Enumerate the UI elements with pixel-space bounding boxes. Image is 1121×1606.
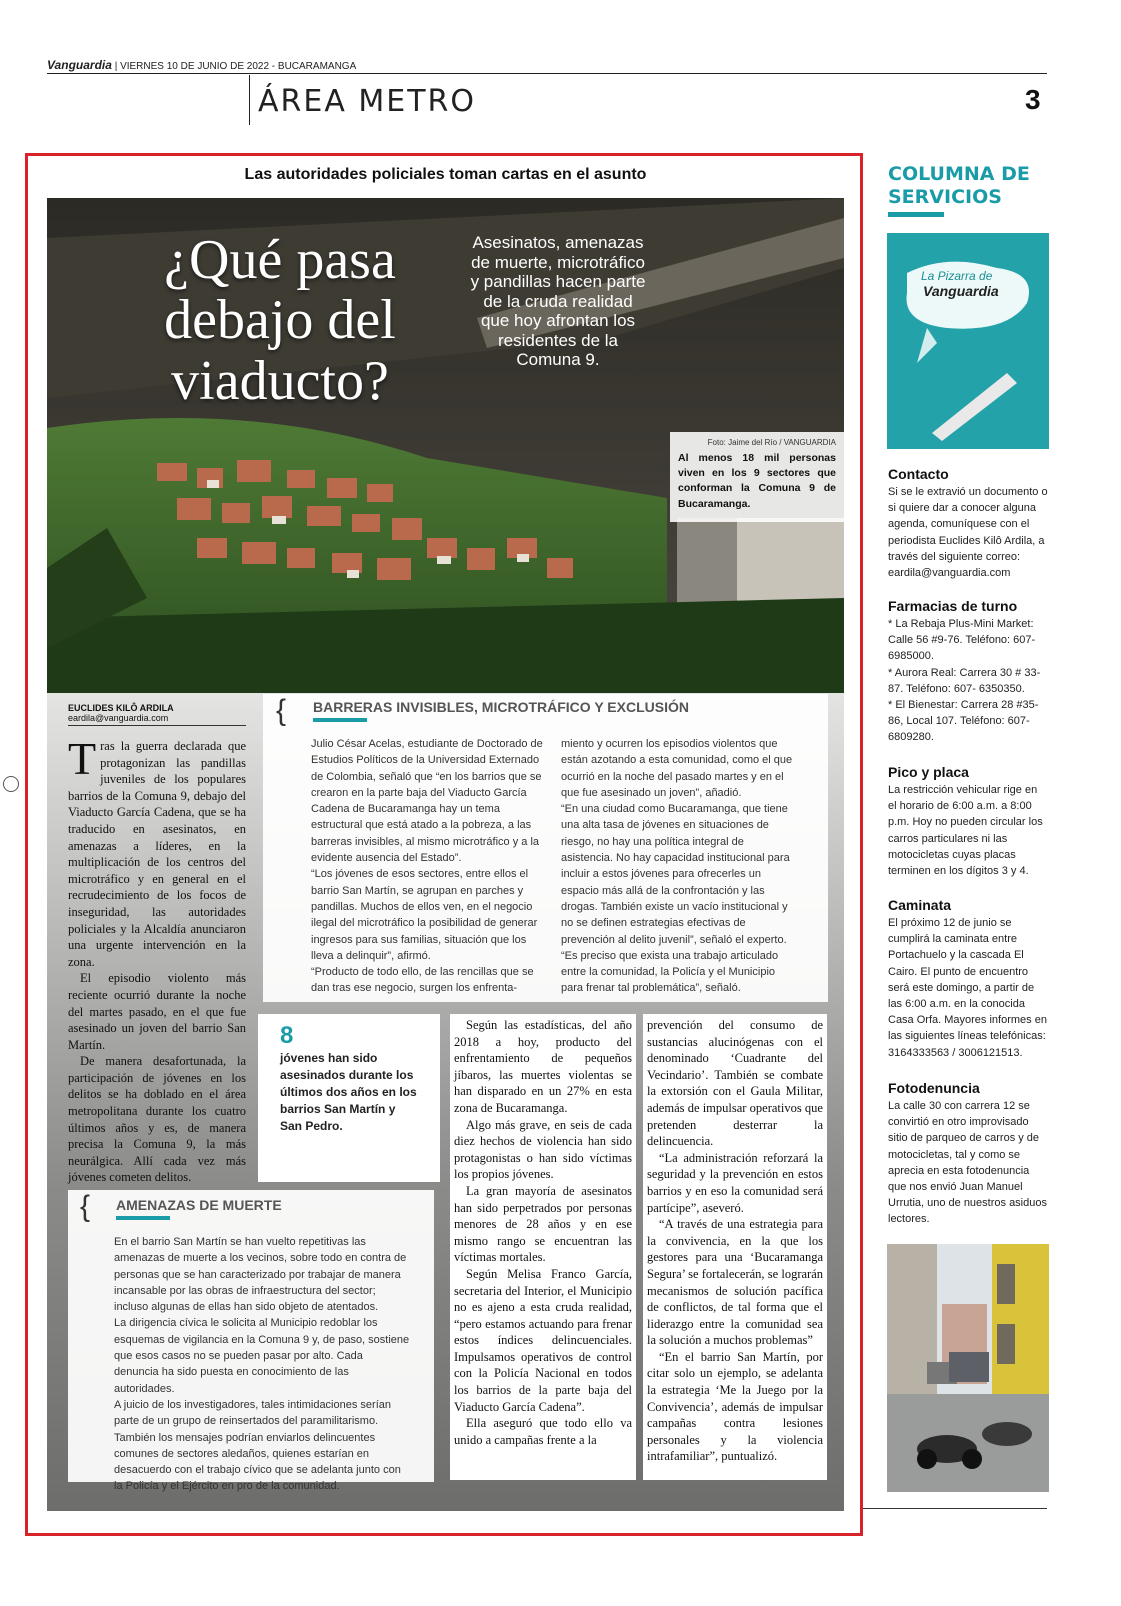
section-divider xyxy=(249,75,250,125)
sidebar-title-line: SERVICIOS xyxy=(888,186,1002,208)
article-kicker: Las autoridades policiales toman cartas en el asunto xyxy=(244,166,647,183)
contacto-title: Contacto xyxy=(888,466,949,482)
stat-number: 8 xyxy=(280,1022,294,1049)
photo-credit: Foto: Jaime del Río / VANGUARDIA xyxy=(707,438,836,447)
subheadline: Asesinatos, amenazas de muerte, microtráfico y pandillas hacen parte de la cruda realidad que hoy afrontan los residentes de la Comuna 9. xyxy=(470,233,646,370)
paragraph: miento y ocurren los episodios violentos que están azotando a esta comunidad, como el que ocurrió en la noche del pasado martes y en el que fue asesinado un joven”, añadió. xyxy=(561,738,793,799)
masthead-rule xyxy=(47,73,1047,74)
article-column-1 xyxy=(68,733,246,1186)
date-line: | VIERNES 10 DE JUNIO DE 2022 - BUCARAMANGA xyxy=(114,61,357,72)
author-name: EUCLIDES KILÔ ARDILA xyxy=(68,703,174,713)
paragraph: “Es preciso que exista una trabajo articulado entre la comunidad, la Policía y el Municipio para frenar tal problemática”, señaló. xyxy=(561,949,779,995)
accent-bar xyxy=(116,1216,170,1220)
barreras-box xyxy=(263,694,828,1002)
byline xyxy=(68,703,246,726)
pizarra-label: La Pizarra de xyxy=(921,269,993,283)
page-number: 3 xyxy=(1025,84,1041,115)
barreras-heading xyxy=(313,699,689,722)
brace-icon: { xyxy=(276,694,287,727)
paragraph: De manera desafortunada, la participación de jóvenes en los delitos se ha doblado en el área metropolitana durante los cuatro últimos años y es, de manera precisa la Comuna 9, la más neurálgica. Allí cada vez más jóvenes cometen delitos. xyxy=(68,1054,246,1185)
farmacias-title: Farmacias de turno xyxy=(888,598,1018,614)
article-column-3 xyxy=(450,1014,636,1480)
accent-bar xyxy=(313,718,367,722)
paragraph: En el barrio San Martín se han vuelto repetitivas las amenazas de muerte a los vecinos, sobre todo en contra de personas que se han caracterizado por trabajar de manera incansable por las obras de infraestructura del sector; incluso algunas de ellas han sido objeto de atentados. xyxy=(114,1236,407,1314)
stat-text: jóvenes han sido asesinados durante los últimos dos años en los barrios San Martín y San Pedro. xyxy=(280,1051,417,1133)
registration-mark-icon xyxy=(3,776,19,792)
farmacia-item: * La Rebaja Plus-Mini Market: Calle 56 #9-76. Teléfono: 607-6985000. xyxy=(888,618,1036,663)
headline: ¿Qué pasa debajo del viaducto? xyxy=(164,229,396,412)
paragraph: Según Melisa Franco García, secretaria del Interior, el Municipio no es ajeno a esta cruda realidad, “pero estamos actuando para frenar estos índices delincuenciales. Impulsamos operativos de control con la Policía Nacional en todos los barrios de la parte baja del Viaducto García Cadena”. xyxy=(454,1266,632,1414)
sidebar-bottom-rule xyxy=(863,1508,1047,1509)
accent-bar xyxy=(888,212,944,217)
paragraph: “Los jóvenes de esos sectores, entre ellos el barrio San Martín, se agrupan en parches y pandillas. Muchos de ellos ven, en el negocio ilegal del microtráfico la posibilidad de generar ingresos para sus familias, situación que los lleva a delinquir”, afirmó. xyxy=(311,868,538,962)
paragraph: “En el barrio San Martín, por citar solo un ejemplo, se adelanta la estrategia ‘Me la Juego por la Convivencia’, además de impulsar campañas contra lesiones personales y la violencia intrafamiliar”, puntualizó. xyxy=(647,1349,823,1464)
pico-text: La restricción vehicular rige en el horario de 6:00 a.m. a 8:00 p.m. Hoy no pueden circular los carros particulares ni las motocicletas cuyas placas terminen en los dígitos 3 y 4. xyxy=(888,784,1043,878)
fotodenuncia-text: La calle 30 con carrera 12 se convirtió en otro improvisado sitio de parqueo de carros y de motocicletas, tal y como se aprecia en esta fotodenuncia que nos envió Juan Manuel Urrutia, uno de nuestros asiduos lectores. xyxy=(888,1100,1047,1226)
paragraph: El episodio violento más reciente ocurrió durante la noche del martes pasado, en el que fue asesinado un joven del barrio San Martín. xyxy=(68,971,246,1052)
paragraph: La dirigencia cívica le solicita al Municipio redoblar los esquemas de vigilancia en la Comuna 9 y, de paso, sostiene que esos casos no se pueden pasar por alto. Cada denuncia ha sido puesta en conocimiento de las autoridades. xyxy=(114,1317,410,1395)
paragraph: Según las estadísticas, del año 2018 a hoy, producto del enfrentamiento de pequeños jíbaros, las muertes violentas se han disparado en un 27% en esta zona de Bucaramanga. xyxy=(454,1018,632,1115)
paragraph: “A través de una estrategia para la convivencia, en la que los gestores para una ‘Bucaramanga Segura’ se fortalecerán, se lograrán mecanismos de solución pacífica de conflictos, de tal forma que el liderazgo entre la comunidad sea la solución a muchos problemas” xyxy=(647,1217,823,1348)
photo-caption: Al menos 18 mil personas viven en los 9 sectores que conforman la Comuna 9 de Bucaramanga. xyxy=(678,452,836,510)
brace-icon: { xyxy=(80,1190,91,1223)
paragraph xyxy=(68,733,246,970)
caminata-title: Caminata xyxy=(888,897,952,913)
sidebar-title-line: COLUMNA DE xyxy=(888,163,1030,185)
pico-title: Pico y placa xyxy=(888,764,969,780)
amenazas-box xyxy=(68,1190,434,1493)
fotodenuncia-block xyxy=(888,1080,1048,1228)
drop-cap: T xyxy=(68,733,97,784)
paragraph: Algo más grave, en seis de cada diez hechos de violencia han sido protagonistas o han sido víctimas los propios jóvenes. xyxy=(454,1117,632,1182)
author-email: eardila@vanguardia.com xyxy=(68,713,169,723)
brand-logo: Vanguardia xyxy=(47,58,112,72)
barreras-col-right xyxy=(561,736,797,997)
farmacia-item: * Aurora Real: Carrera 30 # 33-87. Teléfono: 607- 6350350. xyxy=(888,666,1041,695)
paragraph: “Producto de todo ello, de las rencillas que se dan tras ese negocio, surgen los enfrenta- xyxy=(311,966,534,995)
stat-box xyxy=(258,1014,440,1182)
contacto-text: Si se le extravió un documento o si quiere dar a conocer alguna agenda, comuníquese con el periodista Euclides Kilô Ardila, a través del siguiente correo: eardila@vanguardia.com xyxy=(888,486,1048,580)
caminata-text: El próximo 12 de junio se cumplirá la caminata entre Portachuelo y la cascada El Cairo. El punto de encuentro será este domingo, a partir de las 6:00 a.m. en la conocida Casa Orfa. Mayores informes en las siguientes líneas telefónicas: 3164333563 / 3006121513. xyxy=(888,917,1047,1059)
barreras-col-left xyxy=(311,736,551,997)
fotodenuncia-photo xyxy=(887,1244,1049,1492)
amenazas-text xyxy=(114,1234,410,1495)
pico-block xyxy=(888,764,1048,879)
pizarra-brand: Vanguardia xyxy=(923,283,999,299)
article-column-4 xyxy=(643,1014,827,1480)
sidebar-title xyxy=(888,163,1030,209)
amenazas-heading xyxy=(116,1197,282,1220)
chalkboard-illustration xyxy=(887,233,1049,449)
amenazas-title: AMENAZAS DE MUERTE xyxy=(116,1197,282,1213)
caminata-block xyxy=(888,897,1048,1061)
masthead xyxy=(47,58,356,72)
paragraph: A juicio de los investigadores, tales intimidaciones serían parte de un grupo de reinsertados del paramilitarismo. xyxy=(114,1398,391,1428)
contacto-block xyxy=(888,466,1048,581)
fotodenuncia-title: Fotodenuncia xyxy=(888,1080,980,1096)
farmacias-block xyxy=(888,598,1048,746)
paragraph: “La administración reforzará la seguridad y la prevención en estos barrios y en eso la comunidad será partícipe”, aseveró. xyxy=(647,1150,823,1215)
paragraph: También los mensajes podrían enviarlos delincuentes comunes de sectores aledaños, quienes estarían en desacuerdo con el trabajo cívico que se adelanta junto con la Policía y el Ejército en pro de la comunidad. xyxy=(114,1431,401,1493)
paragraph: Ella aseguró que todo ello va unido a campañas frente a la xyxy=(454,1416,632,1447)
paragraph: prevención del consumo de sustancias alucinógenas con el denominado ‘Cuadrante del Vecindario’. También se combate la extorsión con el Gaula Militar, además de impulsar operativos que pretenden desterrar la delincuencia. xyxy=(647,1018,823,1149)
paragraph: “En una ciudad como Bucaramanga, que tiene una alta tasa de jóvenes en situaciones de riesgo, no hay una política integral de asistencia. No hay capacidad institucional para incluir a estos jóvenes para ofrecerles un espacio más allá de la confrontación y las drogas. También existe un vacío institucional y no se definen estrategias efectivas de prevención al delito juvenil”, señaló el experto. xyxy=(561,803,790,946)
street-photo-illustration xyxy=(887,1244,1049,1492)
farmacia-item: * El Bienestar: Carrera 28 #35-86, Local 107. Teléfono: 607-6809280. xyxy=(888,699,1039,744)
barreras-title: BARRERAS INVISIBLES, MICROTRÁFICO Y EXCLUSIÓN xyxy=(313,699,689,715)
paragraph: Julio César Acelas, estudiante de Doctorado de Estudios Políticos de la Universidad Externado de Colombia, señaló que “en los barrios que se crearon en la parte baja del Viaducto García Cadena de Bucaramanga hay un tema estructural que está atado a la pobreza, a las barreras invisibles, al mismo microtráfico y a la evidente ausencia del Estado”. xyxy=(311,738,543,865)
section-title: ÁREA METRO xyxy=(258,84,477,119)
pizarra-graphic xyxy=(887,233,1049,449)
lead-text: ras la guerra declarada que protagonizan las pandillas juveniles de los populares barrios de la Comuna 9, debajo del Viaducto García Cadena, que se ha traducido en asesinatos, en amenazas a líderes, en la multiplicación de los centros del microtráfico y en general en el recrudecimiento de los focos de inseguridad, las autoridades policiales y la Alcaldía anunciaron una urgente intervención en la zona. xyxy=(68,739,246,969)
photo-caption-box xyxy=(670,432,844,522)
paragraph: La gran mayoría de asesinatos han sido perpetrados por personas menores de 28 años y en ese mismo rango se encuentran las víctimas mortales. xyxy=(454,1183,632,1265)
